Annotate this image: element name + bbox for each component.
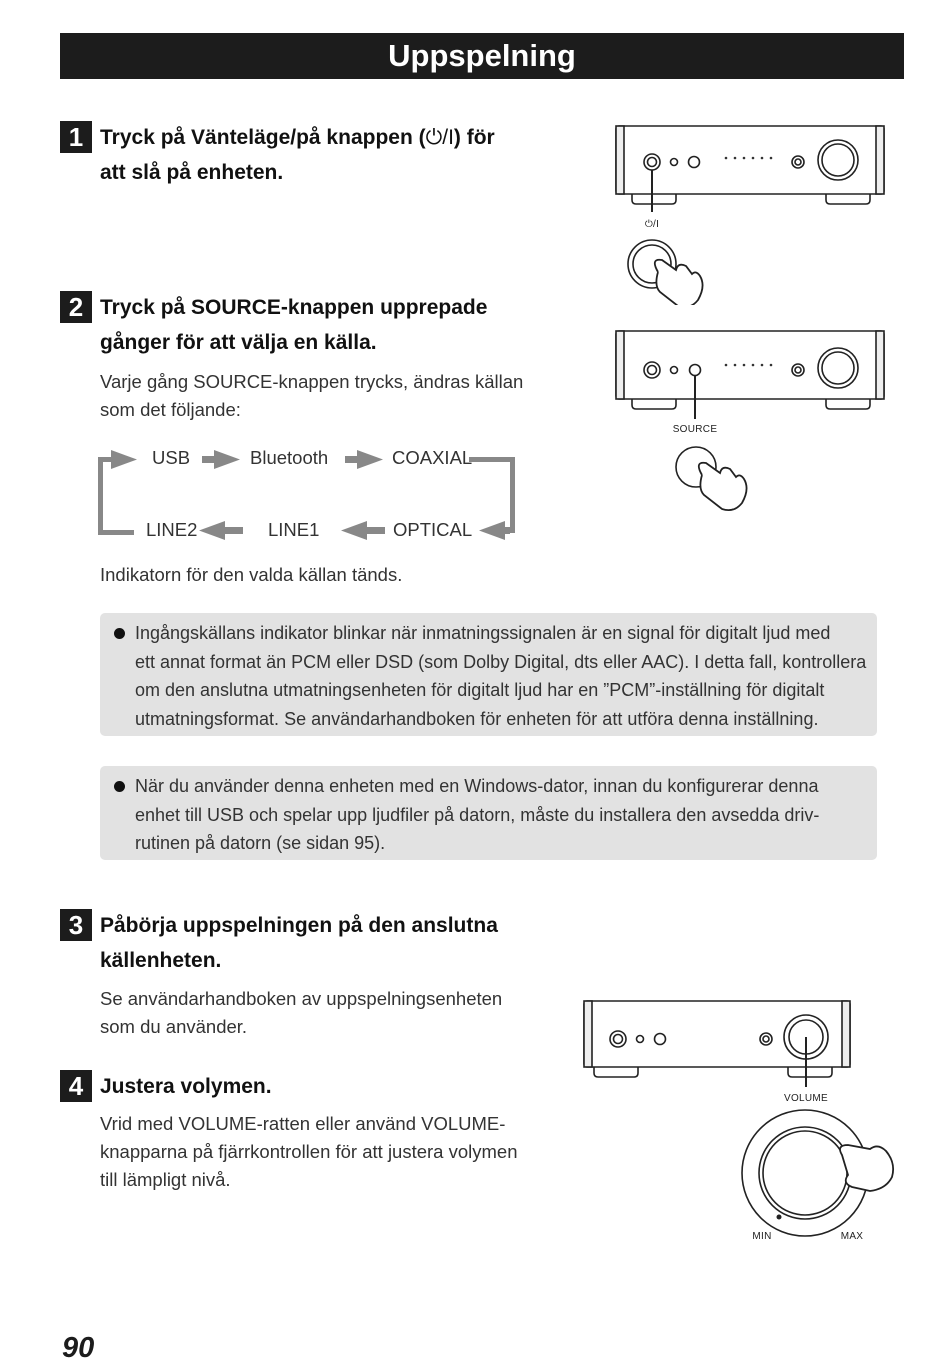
step-1-title-text: Tryck på Vänteläge/på knappen ( xyxy=(100,126,426,149)
source-button-icon xyxy=(690,365,701,376)
hand-icon xyxy=(840,1145,893,1191)
note-1-text xyxy=(135,619,868,733)
cycle-right-bracket xyxy=(510,457,515,533)
step-3-body-line1: Se användarhandboken av uppspelningsenheten xyxy=(100,988,503,1009)
arrow-right-icon xyxy=(202,450,240,469)
power-label: ⏻/I xyxy=(644,219,660,230)
step-2-title-line2: gånger för att välja en källa. xyxy=(100,331,377,354)
source-illustration xyxy=(612,325,892,515)
note-2-line: rutinen på datorn (se sidan 95). xyxy=(135,833,386,853)
step-2-title-line1: Tryck på SOURCE-knappen upprepade xyxy=(100,296,488,319)
note-2-line: enhet till USB och spelar upp ljudfiler på datorn, måste du installera den avsedda driv- xyxy=(135,804,820,825)
volume-knob-icon xyxy=(818,348,858,388)
device-foot xyxy=(632,399,676,409)
arrow-left-icon xyxy=(341,521,385,540)
step-2-number: 2 xyxy=(60,291,92,323)
note-1-line: ett annat format än PCM eller DSD (som Dolby Digital, dts eller AAC). I detta fall, kontrollera xyxy=(135,651,867,672)
device-foot xyxy=(594,1067,638,1077)
indicator-text: Indikatorn för den valda källan tänds. xyxy=(100,564,403,585)
step-2-title xyxy=(100,290,570,360)
source-bluetooth: Bluetooth xyxy=(250,447,329,468)
note-1-line: Ingångskällans indikator blinkar när inmatningssignalen är en signal för digitalt ljud med xyxy=(135,623,831,643)
step-4-body xyxy=(100,1110,556,1194)
source-line2: LINE2 xyxy=(146,519,198,540)
step-3-number: 3 xyxy=(60,909,92,941)
arrow-right-icon xyxy=(345,450,383,469)
step-4-body-line1: Vrid med VOLUME-ratten eller använd VOLUME- xyxy=(100,1113,506,1134)
volume-knob-icon xyxy=(818,140,858,180)
device-foot xyxy=(632,194,676,204)
min-label: MIN xyxy=(752,1231,772,1242)
note-2-line: När du använder denna enheten med en Windows-dator, innan du konfigurerar denna xyxy=(135,776,819,796)
step-4-number: 4 xyxy=(60,1070,92,1102)
max-label: MAX xyxy=(840,1231,864,1242)
power-illustration xyxy=(612,120,892,305)
step-1-number: 1 xyxy=(60,121,92,153)
volume-illustration xyxy=(580,995,910,1245)
bullet-icon xyxy=(114,628,125,639)
step-3-title-line1: Påbörja uppspelningen på den anslutna xyxy=(100,914,498,937)
cycle-left-bracket-bottom xyxy=(98,530,134,535)
device-foot xyxy=(826,194,870,204)
hand-icon xyxy=(655,260,703,305)
step-1-title xyxy=(100,120,570,190)
arrow-left-icon xyxy=(199,521,243,540)
page-title: Uppspelning xyxy=(388,38,576,73)
bullet-icon xyxy=(114,781,125,792)
note-1-line: om den anslutna utmatningsenheten för digitalt ljud har en ”PCM”-inställning för digitalt xyxy=(135,680,825,700)
device-foot xyxy=(788,1067,832,1077)
power-symbol: ⏻/I xyxy=(425,126,454,149)
hand-icon xyxy=(699,463,747,510)
step-1-title-after: ) för xyxy=(453,126,495,149)
volume-indicator-dot xyxy=(777,1215,782,1220)
note-1-line: utmatningsformat. Se användarhandboken för enheten för att utföra denna inställning. xyxy=(135,708,819,729)
cycle-right-bracket-top xyxy=(469,457,515,462)
source-optical: OPTICAL xyxy=(393,519,473,540)
source-usb: USB xyxy=(152,447,191,468)
step-3-title-line2: källenheten. xyxy=(100,949,222,972)
volume-label: VOLUME xyxy=(783,1093,829,1104)
step-3-title xyxy=(100,908,570,978)
step-4-body-line3: till lämpligt nivå. xyxy=(100,1169,231,1190)
step-4-body-line2: knapparna på fjärrkontrollen för att justera volymen xyxy=(100,1141,518,1162)
device-foot xyxy=(826,399,870,409)
arrow-left-icon xyxy=(479,521,510,540)
step-2-body-line2: som det följande: xyxy=(100,399,241,420)
note-2-text xyxy=(135,772,868,858)
cycle-left-bracket xyxy=(98,457,103,535)
step-2-body xyxy=(100,368,556,424)
step-2-body-line1: Varje gång SOURCE-knappen trycks, ändras källan xyxy=(100,371,524,392)
source-label: SOURCE xyxy=(672,424,718,435)
step-1-title-line2: att slå på enheten. xyxy=(100,161,284,184)
step-3-body-line2: som du använder. xyxy=(100,1016,248,1037)
source-line1: LINE1 xyxy=(268,519,320,540)
step-3-body xyxy=(100,985,556,1041)
device-front-panel xyxy=(616,331,884,399)
step-4-title: Justera volymen. xyxy=(100,1075,272,1098)
arrow-right-icon xyxy=(111,450,137,469)
source-coaxial: COAXIAL xyxy=(392,447,473,468)
page-number: 90 xyxy=(62,1332,95,1364)
power-button-icon xyxy=(644,154,660,170)
